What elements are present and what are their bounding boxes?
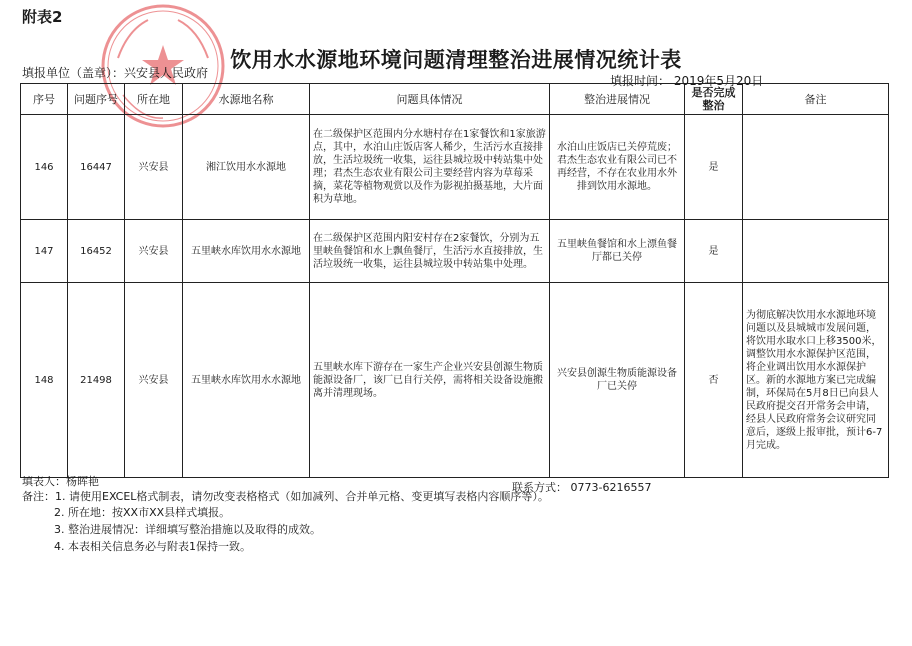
cell-progress: 五里峡鱼餐馆和水上漂鱼餐厅都已关停 — [550, 220, 685, 283]
table-row — [21, 220, 889, 283]
header-location: 所在地 — [125, 84, 183, 115]
contact-phone: 联系方式： 0773-6216557 — [512, 481, 652, 494]
cell-issue-no: 16447 — [68, 115, 125, 220]
cell-remark: 为彻底解决饮用水水源地环境问题以及县城城市发展问题，将饮用水取水口上移3500米，调整饮用水水源保护区范围，将企业调出饮用水水源保护区。新的水源地方案已完成编制，环保局在5月8日已向县人民政府提交召开常务会申请，经县人民政府常务会议研究同意后，逐级上报审批，预计6-7月完成。 — [743, 283, 889, 478]
page-title: 饮用水水源地环境问题清理整治进展情况统计表 — [230, 48, 682, 72]
cell-problem: 在二级保护区范围内分水塘村存在1家餐饮和1家旅游点，其中，水泊山庄饭店客人稀少，生活污水直接排放，生活垃圾统一收集，运往县城垃圾中转站集中处理；君杰生态农业有限公司主要经营内容为草莓采摘，菜花等植物观赏以及作为影视拍摄基地，大片面积为草地。 — [310, 115, 550, 220]
cell-completed: 否 — [685, 283, 743, 478]
progress-table — [20, 83, 889, 478]
cell-location: 兴安县 — [125, 220, 183, 283]
cell-no: 146 — [21, 115, 68, 220]
cell-progress: 兴安县创源生物质能源设备厂已关停 — [550, 283, 685, 478]
header-completed: 是否完成整治 — [685, 84, 743, 115]
cell-issue-no: 21498 — [68, 283, 125, 478]
header-problem: 问题具体情况 — [310, 84, 550, 115]
cell-completed: 是 — [685, 220, 743, 283]
cell-completed: 是 — [685, 115, 743, 220]
note-1: 备注：1. 请使用EXCEL格式制表，请勿改变表格格式（如加减列、合并单元格、变更填写表格内容顺序等）。 — [22, 490, 549, 503]
header-remark: 备注 — [743, 84, 889, 115]
header-no: 序号 — [21, 84, 68, 115]
cell-issue-no: 16452 — [68, 220, 125, 283]
header-issue-no: 问题序号 — [68, 84, 125, 115]
cell-remark — [743, 220, 889, 283]
filler-name: 填表人：杨晖艳 — [22, 475, 99, 488]
table-row — [21, 283, 889, 478]
cell-source-name: 五里峡水库饮用水水源地 — [183, 220, 310, 283]
table-header-row — [21, 84, 889, 115]
attachment-label: 附表2 — [22, 8, 63, 26]
reporting-date: 填报时间： 2019年5月20日 — [610, 74, 764, 88]
cell-location: 兴安县 — [125, 283, 183, 478]
cell-problem: 在二级保护区范围内阳安村存在2家餐饮，分别为五里峡鱼餐馆和水上飘鱼餐厅，生活污水直接排放，生活垃圾统一收集，运往县城垃圾中转站集中处理。 — [310, 220, 550, 283]
note-2: 2. 所在地：按XX市XX县样式填报。 — [54, 506, 231, 519]
cell-source-name: 湘江饮用水水源地 — [183, 115, 310, 220]
note-3: 3. 整治进展情况：详细填写整治措施以及取得的成效。 — [54, 523, 321, 536]
note-4: 4. 本表相关信息务必与附表1保持一致。 — [54, 540, 251, 553]
header-progress: 整治进展情况 — [550, 84, 685, 115]
cell-progress: 水泊山庄饭店已关停荒废；君杰生态农业有限公司已不再经营，不存在农业用水外排到饮用水源地。 — [550, 115, 685, 220]
cell-problem: 五里峡水库下游存在一家生产企业兴安县创源生物质能源设备厂，该厂已自行关停，需将相关设备设施搬离并清理现场。 — [310, 283, 550, 478]
header-source-name: 水源地名称 — [183, 84, 310, 115]
cell-location: 兴安县 — [125, 115, 183, 220]
cell-no: 147 — [21, 220, 68, 283]
reporting-unit: 填报单位（盖章）：兴安县人民政府 — [22, 66, 209, 80]
cell-source-name: 五里峡水库饮用水水源地 — [183, 283, 310, 478]
table-row — [21, 115, 889, 220]
cell-remark — [743, 115, 889, 220]
cell-no: 148 — [21, 283, 68, 478]
